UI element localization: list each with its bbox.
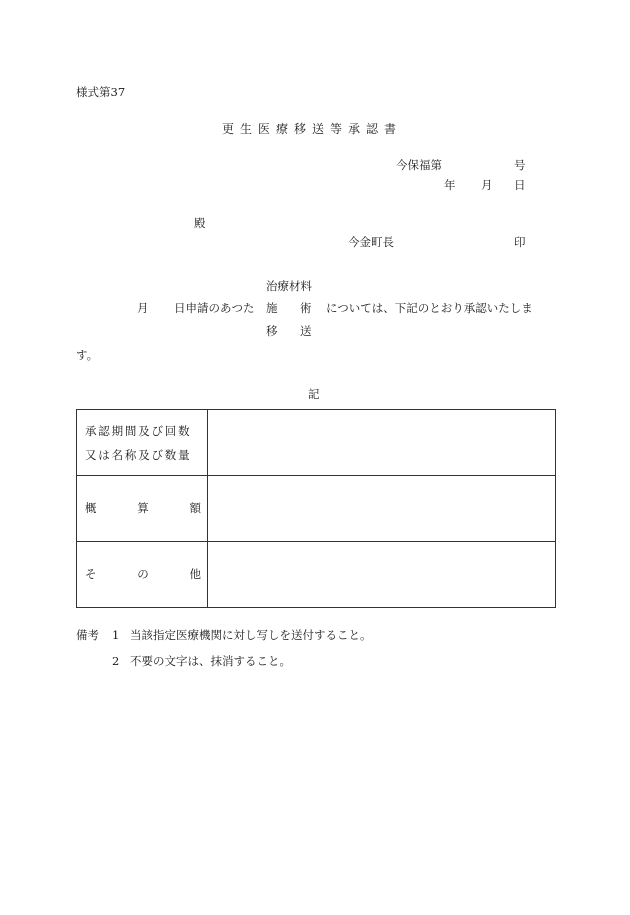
body-main-text: については、下記のとおり承認いたしま [326, 301, 533, 315]
remark-number: 2 [112, 654, 120, 668]
option-transport-char1: 移 [266, 324, 278, 338]
date-month: 月 [481, 178, 493, 192]
remarks-label: 備考 [76, 628, 99, 642]
label-other [77, 542, 208, 608]
label-char: 他 [189, 566, 201, 581]
label-char: 算 [137, 500, 149, 515]
doc-number-prefix: 今保福第 [396, 158, 442, 172]
value-other [208, 542, 556, 608]
form-number: 様式第37 [76, 85, 126, 99]
option-procedure-char1: 施 [266, 301, 278, 315]
remark-number: 1 [112, 628, 120, 642]
doc-number-suffix: 号 [514, 158, 526, 172]
label-char: そ [85, 566, 97, 581]
label-char: 額 [189, 500, 201, 515]
option-treatment-materials: 治療材料 [266, 279, 312, 293]
table-row [77, 410, 556, 476]
label-line-1: 承認期間及び回数 [85, 423, 192, 438]
approval-table [76, 409, 556, 608]
issuer-name: 今金町長 [348, 235, 394, 249]
body-end-text: す。 [76, 348, 99, 362]
table-row [77, 542, 556, 608]
value-period-count [208, 410, 556, 476]
value-estimated-amount [208, 476, 556, 542]
label-char: 概 [85, 500, 97, 515]
label-period-count [77, 410, 208, 476]
remark-text: 当該指定医療機関に対し写しを送付すること。 [130, 628, 372, 642]
option-transport-char2: 送 [300, 324, 312, 338]
date-day: 日 [514, 178, 526, 192]
body-applied-text: 日申請のあつた [174, 301, 255, 315]
addressee-suffix: 殿 [194, 216, 206, 230]
label-line-2: 又は名称及び数量 [85, 447, 192, 462]
label-char: の [137, 566, 149, 581]
seal-mark: 印 [514, 235, 526, 249]
ki-heading: 記 [308, 387, 320, 401]
body-month: 月 [137, 301, 149, 315]
table-row [77, 476, 556, 542]
label-estimated-amount [77, 476, 208, 542]
remark-text: 不要の文字は、抹消すること。 [130, 654, 291, 668]
date-year: 年 [444, 178, 456, 192]
document-title: 更生医療移送等承認書 [222, 122, 403, 136]
option-procedure-char2: 術 [300, 301, 312, 315]
